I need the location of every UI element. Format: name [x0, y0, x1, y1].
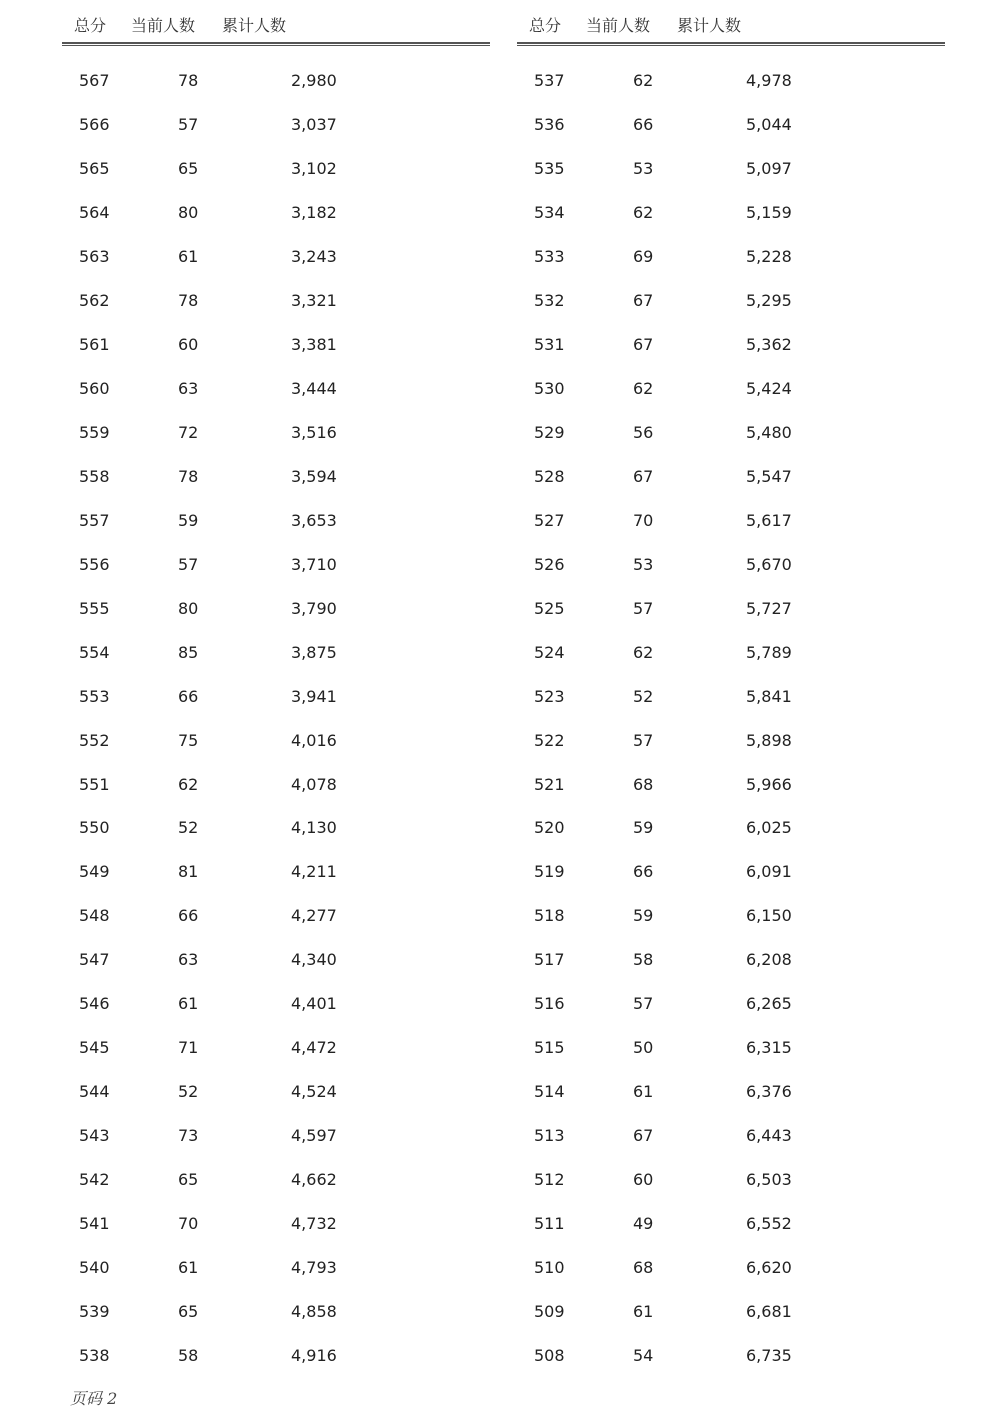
cell-cumulative-count: 3,381: [291, 334, 337, 354]
table-body: [62, 57, 490, 1376]
table-row: [517, 321, 945, 365]
cell-current-count: 52: [178, 818, 199, 838]
table-row: [62, 936, 490, 980]
cell-score: 552: [79, 730, 110, 750]
cell-score: 537: [534, 71, 565, 90]
cell-current-count: 68: [633, 1258, 654, 1278]
cell-current-count: 70: [178, 1214, 199, 1234]
cell-current-count: 62: [633, 71, 654, 90]
table-row: [517, 101, 945, 145]
cell-cumulative-count: 6,315: [746, 1038, 792, 1058]
cell-cumulative-count: 5,547: [746, 466, 792, 486]
cell-current-count: 65: [178, 1302, 199, 1322]
cell-score: 565: [79, 158, 110, 178]
table-row: [62, 409, 490, 453]
cell-cumulative-count: 6,265: [746, 994, 792, 1014]
cell-score: 519: [534, 862, 565, 882]
table-row: [517, 673, 945, 717]
cell-cumulative-count: 3,516: [291, 422, 337, 442]
table-row: [62, 980, 490, 1024]
cell-cumulative-count: 4,401: [291, 994, 337, 1014]
cell-current-count: 75: [178, 730, 199, 750]
cell-current-count: 54: [633, 1346, 654, 1366]
table-row: [517, 761, 945, 805]
cell-score: 554: [79, 642, 110, 662]
cell-cumulative-count: 4,211: [291, 862, 337, 882]
table-row: [517, 497, 945, 541]
cell-score: 549: [79, 862, 110, 882]
cell-score: 524: [534, 642, 565, 662]
cell-current-count: 80: [178, 598, 199, 618]
cell-current-count: 68: [633, 774, 654, 794]
score-table-right: [517, 0, 945, 1376]
cell-score: 556: [79, 554, 110, 574]
cell-cumulative-count: 4,793: [291, 1258, 337, 1278]
table-row: [517, 453, 945, 497]
cell-cumulative-count: 5,362: [746, 334, 792, 354]
cell-score: 533: [534, 246, 565, 266]
cell-cumulative-count: 4,130: [291, 818, 337, 838]
cell-current-count: 61: [178, 994, 199, 1014]
cell-current-count: 67: [633, 1126, 654, 1146]
cell-current-count: 65: [178, 1170, 199, 1190]
header-current-count: 当前人数: [131, 16, 196, 35]
cell-cumulative-count: 6,552: [746, 1214, 792, 1234]
cell-score: 520: [534, 818, 565, 838]
table-row: [62, 541, 490, 585]
table-row: [517, 1244, 945, 1288]
cell-current-count: 80: [178, 202, 199, 222]
cell-current-count: 85: [178, 642, 199, 662]
cell-current-count: 52: [633, 686, 654, 706]
cell-current-count: 60: [178, 334, 199, 354]
table-row: [517, 585, 945, 629]
cell-score: 531: [534, 334, 565, 354]
table-row: [517, 1200, 945, 1244]
cell-score: 557: [79, 510, 110, 530]
table-header: [62, 0, 490, 42]
table-row: [62, 673, 490, 717]
cell-current-count: 62: [633, 378, 654, 398]
cell-cumulative-count: 6,503: [746, 1170, 792, 1190]
cell-score: 511: [534, 1214, 565, 1234]
cell-cumulative-count: 6,735: [746, 1346, 792, 1366]
table-row: [62, 101, 490, 145]
cell-cumulative-count: 4,662: [291, 1170, 337, 1190]
cell-score: 512: [534, 1170, 565, 1190]
table-row: [62, 848, 490, 892]
cell-current-count: 53: [633, 158, 654, 178]
table-row: [62, 892, 490, 936]
table-row: [62, 1200, 490, 1244]
cell-score: 518: [534, 906, 565, 926]
table-row: [517, 145, 945, 189]
cell-score: 566: [79, 114, 110, 134]
cell-cumulative-count: 4,597: [291, 1126, 337, 1146]
cell-cumulative-count: 4,277: [291, 906, 337, 926]
cell-cumulative-count: 5,727: [746, 598, 792, 618]
cell-cumulative-count: 5,097: [746, 158, 792, 178]
cell-cumulative-count: 3,037: [291, 114, 337, 134]
cell-current-count: 61: [178, 246, 199, 266]
cell-current-count: 61: [633, 1082, 654, 1102]
cell-cumulative-count: 5,480: [746, 422, 792, 442]
table-row: [62, 233, 490, 277]
cell-current-count: 69: [633, 246, 654, 266]
cell-score: 541: [79, 1214, 110, 1234]
table-row: [517, 629, 945, 673]
cell-score: 536: [534, 114, 565, 134]
cell-score: 560: [79, 378, 110, 398]
table-row: [62, 629, 490, 673]
table-row: [517, 233, 945, 277]
cell-current-count: 56: [633, 422, 654, 442]
cell-current-count: 78: [178, 71, 199, 90]
table-row: [517, 980, 945, 1024]
cell-score: 555: [79, 598, 110, 618]
cell-cumulative-count: 5,966: [746, 774, 792, 794]
cell-score: 567: [79, 71, 110, 90]
table-row: [62, 585, 490, 629]
cell-cumulative-count: 5,617: [746, 510, 792, 530]
cell-score: 562: [79, 290, 110, 310]
cell-current-count: 57: [178, 554, 199, 574]
table-row: [62, 277, 490, 321]
cell-cumulative-count: 4,732: [291, 1214, 337, 1234]
cell-current-count: 66: [178, 686, 199, 706]
cell-score: 544: [79, 1082, 110, 1102]
header-current-count: 当前人数: [586, 16, 651, 35]
cell-cumulative-count: 4,524: [291, 1082, 337, 1102]
cell-current-count: 60: [633, 1170, 654, 1190]
cell-cumulative-count: 3,243: [291, 246, 337, 266]
cell-current-count: 65: [178, 158, 199, 178]
cell-score: 510: [534, 1258, 565, 1278]
table-row: [517, 277, 945, 321]
table-row: [517, 365, 945, 409]
cell-current-count: 59: [633, 906, 654, 926]
table-row: [62, 1332, 490, 1376]
cell-current-count: 81: [178, 862, 199, 882]
cell-cumulative-count: 5,841: [746, 686, 792, 706]
cell-cumulative-count: 3,710: [291, 554, 337, 574]
cell-cumulative-count: 6,681: [746, 1302, 792, 1322]
cell-cumulative-count: 4,858: [291, 1302, 337, 1322]
cell-score: 563: [79, 246, 110, 266]
table-row: [517, 1156, 945, 1200]
header-cumulative-count: 累计人数: [677, 16, 742, 35]
cell-score: 526: [534, 554, 565, 574]
cell-score: 517: [534, 950, 565, 970]
cell-cumulative-count: 4,978: [746, 71, 792, 90]
table-row: [517, 1024, 945, 1068]
cell-score: 542: [79, 1170, 110, 1190]
cell-cumulative-count: 3,321: [291, 290, 337, 310]
cell-current-count: 71: [178, 1038, 199, 1058]
cell-cumulative-count: 3,444: [291, 378, 337, 398]
table-row: [517, 1332, 945, 1376]
score-table-left: [62, 0, 490, 1376]
cell-score: 508: [534, 1346, 565, 1366]
cell-current-count: 61: [633, 1302, 654, 1322]
cell-cumulative-count: 4,078: [291, 774, 337, 794]
cell-score: 543: [79, 1126, 110, 1146]
cell-score: 532: [534, 290, 565, 310]
cell-score: 525: [534, 598, 565, 618]
cell-cumulative-count: 3,790: [291, 598, 337, 618]
cell-score: 548: [79, 906, 110, 926]
table-row: [62, 1288, 490, 1332]
cell-score: 523: [534, 686, 565, 706]
table-row: [62, 145, 490, 189]
table-row: [517, 1112, 945, 1156]
cell-score: 553: [79, 686, 110, 706]
cell-current-count: 70: [633, 510, 654, 530]
cell-current-count: 63: [178, 378, 199, 398]
cell-score: 558: [79, 466, 110, 486]
cell-score: 529: [534, 422, 565, 442]
table-row: [517, 1068, 945, 1112]
cell-cumulative-count: 5,159: [746, 202, 792, 222]
table-row: [62, 1112, 490, 1156]
cell-cumulative-count: 5,424: [746, 378, 792, 398]
cell-current-count: 57: [633, 730, 654, 750]
cell-current-count: 52: [178, 1082, 199, 1102]
table-row: [517, 409, 945, 453]
cell-score: 540: [79, 1258, 110, 1278]
cell-cumulative-count: 6,150: [746, 906, 792, 926]
cell-cumulative-count: 2,980: [291, 71, 337, 90]
table-row: [517, 541, 945, 585]
cell-score: 513: [534, 1126, 565, 1146]
cell-cumulative-count: 4,472: [291, 1038, 337, 1058]
cell-current-count: 53: [633, 554, 654, 574]
cell-current-count: 66: [633, 862, 654, 882]
cell-score: 527: [534, 510, 565, 530]
table-row: [62, 365, 490, 409]
header-score: 总分: [74, 16, 107, 35]
cell-score: 521: [534, 774, 565, 794]
cell-current-count: 61: [178, 1258, 199, 1278]
cell-current-count: 78: [178, 290, 199, 310]
cell-score: 539: [79, 1302, 110, 1322]
table-row: [62, 1244, 490, 1288]
cell-cumulative-count: 6,208: [746, 950, 792, 970]
table-row: [62, 717, 490, 761]
cell-cumulative-count: 6,620: [746, 1258, 792, 1278]
header-score: 总分: [529, 16, 562, 35]
table-row: [62, 1024, 490, 1068]
table-row: [62, 1156, 490, 1200]
cell-score: 516: [534, 994, 565, 1014]
cell-cumulative-count: 6,443: [746, 1126, 792, 1146]
cell-cumulative-count: 5,789: [746, 642, 792, 662]
cell-cumulative-count: 5,898: [746, 730, 792, 750]
header-double-rule: [62, 42, 490, 46]
cell-current-count: 59: [178, 510, 199, 530]
cell-current-count: 72: [178, 422, 199, 442]
cell-current-count: 50: [633, 1038, 654, 1058]
table-row: [517, 189, 945, 233]
cell-score: 546: [79, 994, 110, 1014]
cell-current-count: 62: [633, 642, 654, 662]
page-number: 页码 2: [70, 1389, 118, 1408]
cell-current-count: 67: [633, 466, 654, 486]
table-row: [62, 321, 490, 365]
cell-score: 561: [79, 334, 110, 354]
cell-score: 551: [79, 774, 110, 794]
cell-current-count: 78: [178, 466, 199, 486]
table-row: [62, 497, 490, 541]
table-body: [517, 57, 945, 1376]
header-cumulative-count: 累计人数: [222, 16, 287, 35]
table-row: [517, 57, 945, 101]
table-row: [62, 453, 490, 497]
table-row: [517, 936, 945, 980]
cell-cumulative-count: 3,875: [291, 642, 337, 662]
cell-score: 514: [534, 1082, 565, 1102]
header-double-rule: [517, 42, 945, 46]
cell-cumulative-count: 6,025: [746, 818, 792, 838]
cell-cumulative-count: 4,916: [291, 1346, 337, 1366]
cell-score: 547: [79, 950, 110, 970]
table-row: [62, 804, 490, 848]
cell-current-count: 59: [633, 818, 654, 838]
cell-score: 559: [79, 422, 110, 442]
cell-current-count: 57: [633, 598, 654, 618]
table-row: [517, 1288, 945, 1332]
cell-cumulative-count: 4,340: [291, 950, 337, 970]
cell-current-count: 66: [178, 906, 199, 926]
cell-score: 509: [534, 1302, 565, 1322]
cell-score: 535: [534, 158, 565, 178]
cell-score: 550: [79, 818, 110, 838]
cell-current-count: 67: [633, 334, 654, 354]
cell-score: 528: [534, 466, 565, 486]
table-row: [517, 848, 945, 892]
table-row: [62, 189, 490, 233]
cell-score: 515: [534, 1038, 565, 1058]
cell-cumulative-count: 5,670: [746, 554, 792, 574]
table-row: [517, 717, 945, 761]
cell-score: 538: [79, 1346, 110, 1366]
table-row: [62, 761, 490, 805]
cell-current-count: 73: [178, 1126, 199, 1146]
cell-score: 564: [79, 202, 110, 222]
table-row: [517, 892, 945, 936]
cell-cumulative-count: 4,016: [291, 730, 337, 750]
table-header: [517, 0, 945, 42]
cell-cumulative-count: 6,376: [746, 1082, 792, 1102]
cell-cumulative-count: 3,594: [291, 466, 337, 486]
cell-current-count: 63: [178, 950, 199, 970]
cell-cumulative-count: 3,941: [291, 686, 337, 706]
table-row: [62, 1068, 490, 1112]
table-row: [62, 57, 490, 101]
cell-current-count: 57: [178, 114, 199, 134]
cell-cumulative-count: 5,295: [746, 290, 792, 310]
cell-cumulative-count: 5,228: [746, 246, 792, 266]
cell-cumulative-count: 5,044: [746, 114, 792, 134]
cell-current-count: 62: [633, 202, 654, 222]
cell-cumulative-count: 3,102: [291, 158, 337, 178]
cell-score: 534: [534, 202, 565, 222]
table-row: [517, 804, 945, 848]
cell-current-count: 57: [633, 994, 654, 1014]
cell-score: 545: [79, 1038, 110, 1058]
cell-cumulative-count: 3,653: [291, 510, 337, 530]
cell-current-count: 66: [633, 114, 654, 134]
cell-current-count: 67: [633, 290, 654, 310]
cell-current-count: 58: [633, 950, 654, 970]
cell-current-count: 58: [178, 1346, 199, 1366]
cell-current-count: 62: [178, 774, 199, 794]
cell-cumulative-count: 3,182: [291, 202, 337, 222]
cell-cumulative-count: 6,091: [746, 862, 792, 882]
cell-score: 522: [534, 730, 565, 750]
cell-score: 530: [534, 378, 565, 398]
cell-current-count: 49: [633, 1214, 654, 1234]
